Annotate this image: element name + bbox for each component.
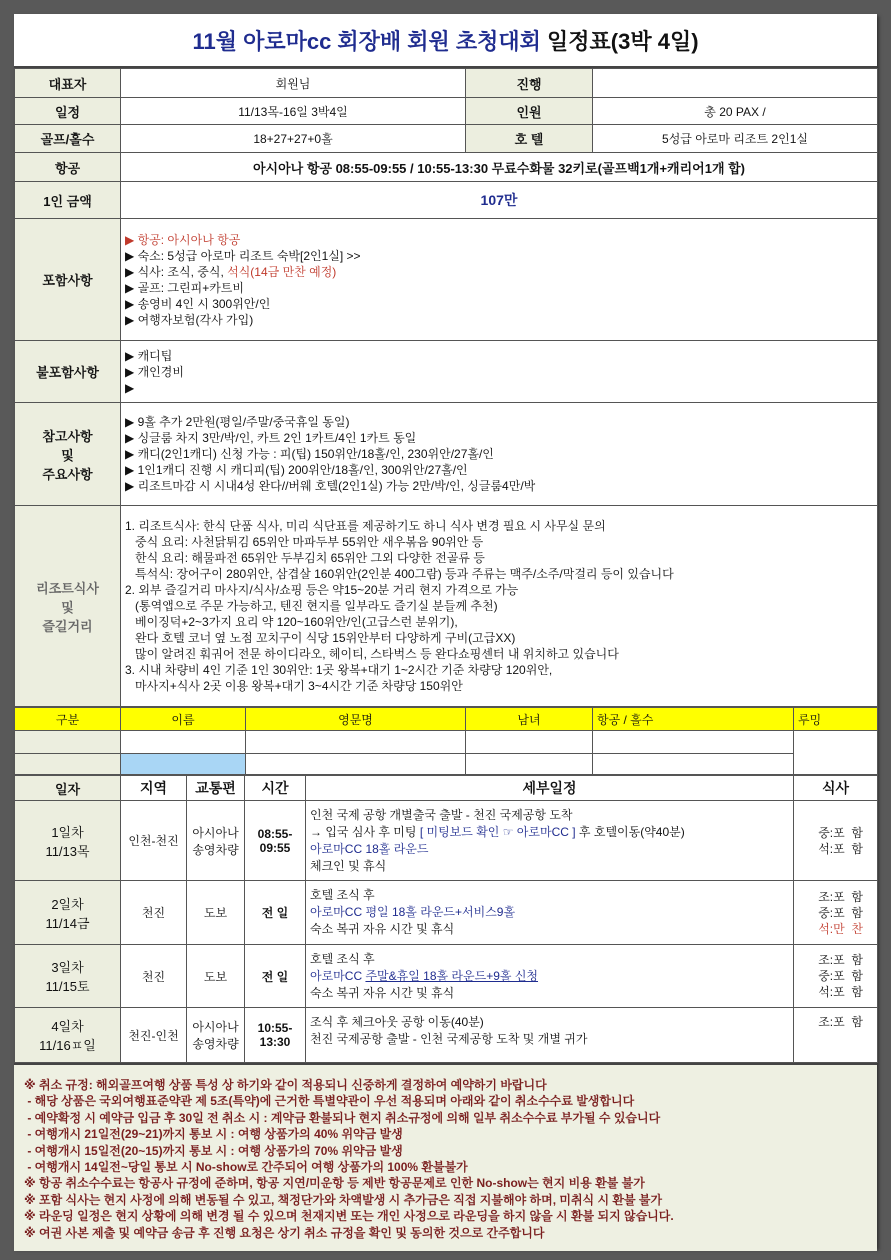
prog-value [593, 69, 878, 98]
region-cell: 천진 [121, 881, 187, 945]
notes-item: ▶ 1인1캐디 진행 시 캐디피(팁) 200위안/18홀/인, 300위안/27홀/인 [125, 463, 468, 477]
schedule-line: 숙소 복귀 자유 시간 및 휴식 [310, 922, 455, 936]
day-number: 4일차 [51, 1019, 84, 1034]
rep-label: 대표자 [15, 69, 121, 98]
label-line: 참고사항 [42, 428, 93, 444]
meal-item: 조:포 함 [818, 953, 863, 967]
cancellation-policy [14, 1063, 877, 1251]
header-day: 일자 [15, 776, 121, 801]
day-date: 11/15토 [45, 979, 90, 994]
time-line: 전 일 [261, 906, 289, 920]
included-item: ▶ 숙소: 5성급 아로마 리조트 숙박[2인1실] >> [125, 248, 361, 263]
cell[interactable] [794, 731, 878, 775]
price-value: 107만 [121, 182, 878, 219]
air-value: 아시아나 항공 08:55-09:55 / 10:55-13:30 무료수화물 32키로(골프백1개+캐리어1개 합) [121, 153, 878, 182]
header-category: 구분 [15, 708, 121, 731]
itinerary-row [15, 801, 878, 881]
policy-line: - 여행개시 21일전(29~21)까지 통보 시 : 여행 상품가의 40% 위약금 발생 [24, 1127, 403, 1142]
label-line: 주요사항 [42, 466, 93, 482]
resort-item: 마사지+식사 2곳 이용 왕복+대기 3~4시간 기준 차량당 150위안 [125, 679, 463, 693]
notes-label [15, 403, 121, 506]
region-cell: 천진-인천 [121, 1008, 187, 1063]
policy-line: ※ 라운딩 일정은 현지 상황에 의해 변경 될 수 있으며 천재지변 또는 개인 사정으로 라운딩을 하지 않을 시 환불 되지 않습니다. [24, 1209, 674, 1224]
meal-item: 석:만 찬 [818, 921, 863, 936]
notes-item: ▶ 캐디(2인1캐디) 신청 가능 : 피(팁) 150위안/18홀/인, 230위안/27홀/인 [125, 447, 494, 461]
policy-line: ※ 항공 취소수수료는 항공사 규정에 준하며, 항공 지연/미운항 등 제반 항공문제로 인한 No-show는 현지 비용 환불 불가 [24, 1176, 645, 1191]
resort-item: 베이징덕+2~3가지 요리 약 120~160위안/인(고급스런 분위기), [125, 615, 458, 629]
notes-item: ▶ 리조트마감 시 시내4성 완다//버웨 호텔(2인1실) 가능 2만/박/인, 싱글룸4만/박 [125, 479, 536, 493]
meals-cell [794, 1008, 878, 1063]
meal-item: 석:포 함 [818, 985, 863, 999]
resort-item: 많이 알려진 훠궈어 전문 하이디라오, 헤이티, 스타벅스 등 완다쇼핑센터 내 위치하고 있습니다 [125, 647, 619, 661]
excluded-list [121, 341, 878, 403]
schedule-text: 후 호텔이동(약40분) [575, 824, 685, 839]
included-item: ▶ 송영비 4인 시 300위안/인 [125, 296, 271, 311]
hotel-value: 5성급 아로마 리조트 2인1실 [593, 125, 878, 153]
header-english-name: 영문명 [246, 708, 466, 731]
day-cell [15, 801, 121, 881]
policy-line: ※ 취소 규정: 해외골프여행 상품 특성 상 하기와 같이 적용되니 신중하게 결정하여 예약하기 바랍니다 [24, 1078, 547, 1092]
summary-table [14, 68, 878, 707]
meeting-board-note: [ 미팅보드 확인 ☞ 아로마CC ] [419, 824, 576, 839]
policy-line: - 해당 상품은 국외여행표준약관 제 5조(특약)에 근거한 특별약관이 우선 적용되며 아래와 같이 취소수수료 발생합니다 [24, 1094, 635, 1109]
included-list [121, 219, 878, 341]
sched-value: 11/13목-16일 3박4일 [121, 98, 466, 125]
day-date: 11/14금 [45, 915, 90, 931]
resort-item: (통역앱으로 주문 가능하고, 텐진 현지를 일부라도 즐기실 분들께 추천) [125, 599, 498, 613]
schedule-cell [306, 801, 794, 881]
title-main: 11월 아로마cc 회장배 회원 초청대회 [192, 28, 541, 54]
included-item [125, 264, 873, 280]
sched-label: 일정 [15, 98, 121, 125]
schedule-line: 호텔 조식 후 [310, 888, 375, 902]
region-cell: 천진 [121, 945, 187, 1008]
resort-item: 중식 요리: 사천닭튀김 65위안 마파두부 55위안 새우볶음 90위안 등 [125, 535, 484, 549]
label-line: 리조트식사 [36, 580, 99, 596]
transport-line: 도보 [203, 906, 228, 920]
label-line: 및 [61, 599, 74, 615]
itinerary-row [15, 881, 878, 945]
excluded-item: ▶ 캐디팁 [125, 348, 173, 363]
policy-line: - 여행개시 15일전(20~15)까지 통보 시 : 여행 상품가의 70% 위약금 발생 [24, 1143, 403, 1158]
transport-cell [187, 1008, 245, 1063]
transport-line: 도보 [203, 969, 228, 984]
time-line: 전 일 [261, 969, 289, 984]
time-line: 10:55- [257, 1021, 293, 1035]
golf-round [310, 968, 789, 985]
header-time: 시간 [245, 776, 306, 801]
transport-cell [187, 945, 245, 1008]
time-cell [245, 801, 306, 881]
region-cell: 인천-천진 [121, 801, 187, 881]
hotel-label: 호 텔 [466, 125, 593, 153]
people-value: 총 20 PAX / [593, 98, 878, 125]
itinerary-document [14, 14, 877, 1248]
included-item: ▶ 여행자보험(각사 가입) [125, 312, 254, 327]
day-date: 11/16ㅍ일 [39, 1038, 96, 1053]
schedule-line: 천진 국제공항 출발 - 인천 국제공항 도착 및 개별 귀가 [310, 1032, 588, 1046]
time-line: 13:30 [259, 1035, 291, 1049]
day-cell [15, 1008, 121, 1063]
schedule-line: 조식 후 체크아웃 공항 이동(40분) [310, 1015, 484, 1029]
resort-list [121, 506, 878, 707]
cell[interactable] [466, 731, 593, 754]
notes-item: ▶ 9홀 추가 2만원(평일/주말/중국휴일 동일) [125, 415, 350, 429]
resort-item: 1. 리조트식사: 한식 단품 식사, 미리 식단표를 제공하기도 하니 식사 변경 필요 시 사무실 문의 [125, 519, 606, 533]
excluded-item: ▶ [125, 380, 135, 395]
participant-row [15, 754, 878, 775]
cell[interactable] [593, 754, 794, 775]
day-cell [15, 945, 121, 1008]
transport-cell [187, 801, 245, 881]
meals-cell [794, 945, 878, 1008]
resort-item: 2. 외부 즐길거리 마사지/식사/쇼핑 등은 약15~20분 거리 현지 가격으로 가능 [125, 583, 519, 597]
schedule-line: 체크인 및 휴식 [310, 858, 387, 873]
policy-line: ※ 여권 사본 제출 및 예약금 송금 후 진행 요청은 상기 취소 규정을 확인 및 동의한 것으로 간주합니다 [24, 1225, 545, 1240]
people-label: 인원 [466, 98, 593, 125]
cell-selected[interactable] [121, 754, 246, 775]
schedule-line [310, 824, 789, 841]
header-transport: 교통편 [187, 776, 245, 801]
header-meals: 식사 [794, 776, 878, 801]
meal-item: 중:포 함 [818, 905, 863, 920]
golf-label: 골프/홀수 [15, 125, 121, 153]
prog-label: 진행 [466, 69, 593, 98]
itinerary-table [14, 775, 878, 1063]
header-name: 이름 [121, 708, 246, 731]
resort-item: 한식 요리: 해물파전 65위안 두부김치 65위안 그외 다양한 전골류 등 [125, 551, 485, 565]
golf-round-link: 주말&휴일 18홀 라운드+9홀 신청 [365, 968, 539, 983]
title-suffix: 일정표(3박 4일) [547, 28, 699, 54]
time-cell [245, 881, 306, 945]
itinerary-row [15, 1008, 878, 1063]
excluded-item: ▶ 개인경비 [125, 364, 184, 379]
transport-line: 아시아나 [192, 1020, 239, 1034]
header-details: 세부일정 [306, 776, 794, 801]
schedule-line: 인천 국제 공항 개별출국 출발 - 천진 국제공항 도착 [310, 807, 573, 822]
air-label: 항공 [15, 153, 121, 182]
golf-round: 아로마CC 평일 18홀 라운드+서비스9홀 [310, 905, 516, 919]
time-line: 08:55- [257, 826, 293, 841]
transport-line: 송영차량 [192, 1037, 239, 1051]
rep-value: 회원님 [121, 69, 466, 98]
golf-value: 18+27+27+0홀 [121, 125, 466, 153]
header-gender: 남녀 [466, 708, 593, 731]
cell[interactable] [593, 731, 794, 754]
transport-line: 아시아나 [192, 825, 239, 840]
time-cell [245, 945, 306, 1008]
dinner-note: 석식(14금 만찬 예정) [227, 264, 337, 279]
meal-item: 석:포 함 [818, 841, 863, 856]
time-line: 09:55 [259, 840, 291, 855]
participants-table [14, 707, 878, 775]
meal-item: 조:포 함 [818, 1015, 863, 1029]
meal-text: ▶ 식사: 조식, 중식, [125, 264, 228, 279]
day-number: 1일차 [51, 824, 84, 840]
participant-row [15, 731, 878, 754]
day-number: 2일차 [51, 896, 84, 912]
schedule-cell [306, 881, 794, 945]
transport-cell [187, 881, 245, 945]
schedule-line: 숙소 복귀 자유 시간 및 휴식 [310, 985, 455, 1000]
price-label: 1인 금액 [15, 182, 121, 219]
excluded-label: 불포함사항 [15, 341, 121, 403]
policy-line: ※ 포함 식사는 현지 사정에 의해 변동될 수 있고, 책정단가와 차액발생 시 추가금은 직접 지불해야 하며, 미취식 시 환불 불가 [24, 1192, 663, 1207]
included-item: ▶ 항공: 아시아나 항공 [125, 232, 241, 247]
policy-line: - 여행개시 14일전~당일 통보 시 No-show로 간주되어 여행 상품가의 100% 환불불가 [24, 1160, 468, 1175]
schedule-cell [306, 1008, 794, 1063]
day-date: 11/13목 [45, 843, 90, 859]
policy-line: - 예약확정 시 예약금 입금 후 30일 전 취소 시 : 계약금 환불되나 현지 취소규정에 의해 일부 취소수수료 부가될 수 있습니다 [24, 1110, 661, 1125]
golf-round: 아로마CC 18홀 라운드 [310, 841, 429, 856]
cell[interactable] [121, 731, 246, 754]
meals-cell [794, 881, 878, 945]
label-line: 및 [61, 447, 74, 463]
cell[interactable] [466, 754, 593, 775]
notes-item: ▶ 싱글룸 차지 3만/박/인, 카트 2인 1카트/4인 1카트 동일 [125, 431, 417, 445]
included-label: 포함사항 [15, 219, 121, 341]
page-title [14, 14, 877, 68]
transport-line: 송영차량 [192, 842, 239, 857]
cell[interactable] [246, 731, 466, 754]
header-region: 지역 [121, 776, 187, 801]
schedule-line: 호텔 조식 후 [310, 951, 375, 966]
label-line: 즐길거리 [42, 618, 93, 634]
meal-item: 중:포 함 [818, 969, 863, 983]
resort-label [15, 506, 121, 707]
meal-item: 중:포 함 [818, 825, 863, 840]
cell[interactable] [246, 754, 466, 775]
header-air-holes: 항공 / 홀수 [593, 708, 794, 731]
day-cell [15, 881, 121, 945]
golf-course: 아로마CC [310, 968, 366, 983]
day-number: 3일차 [51, 960, 84, 975]
resort-item: 3. 시내 차량비 4인 기준 1인 30위안: 1곳 왕복+대기 1~2시간 기준 차량당 120위안, [125, 663, 553, 677]
cell [15, 731, 121, 754]
meal-item: 조:포 함 [818, 889, 863, 904]
schedule-cell [306, 945, 794, 1008]
schedule-text: → 입국 심사 후 미팅 [310, 824, 420, 839]
included-item: ▶ 골프: 그린피+카트비 [125, 280, 244, 295]
cell [15, 754, 121, 775]
itinerary-row [15, 945, 878, 1008]
resort-item: 특석식: 장어구이 280위안, 삼겹살 160위안(2인분 400그람) 등과 주류는 맥주/소주/막걸리 등이 있습니다 [125, 567, 674, 581]
time-cell [245, 1008, 306, 1063]
meals-cell [794, 801, 878, 881]
header-rooming: 루밍 [794, 708, 878, 731]
resort-item: 완다 호텔 코너 옆 노점 꼬치구이 식당 15위안부터 다양하게 구비(고급XX) [125, 631, 516, 645]
notes-list [121, 403, 878, 506]
